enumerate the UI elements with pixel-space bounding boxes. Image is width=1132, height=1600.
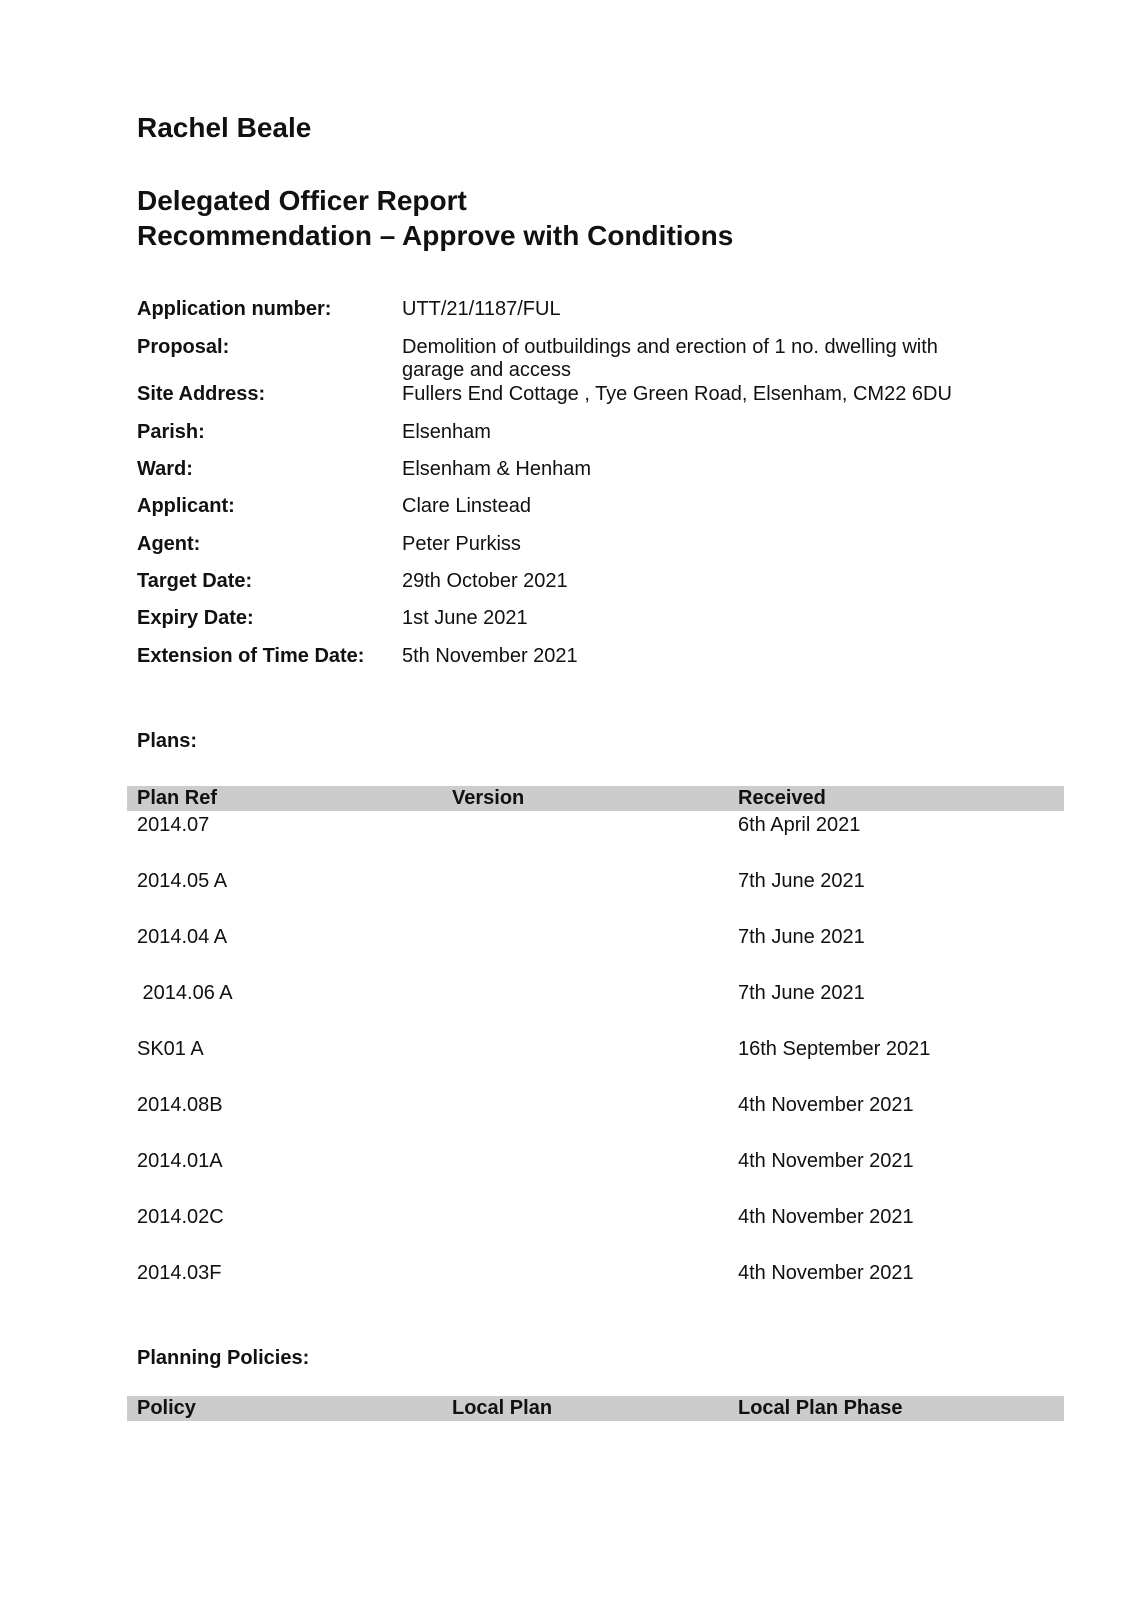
plan-received: 7th June 2021: [738, 870, 865, 892]
plan-received: 4th November 2021: [738, 1262, 914, 1284]
detail-label: Ward:: [137, 458, 193, 480]
detail-value: Fullers End Cottage , Tye Green Road, Elsenham, CM22 6DU: [402, 383, 952, 405]
detail-label: Site Address:: [137, 383, 266, 405]
policies-table-header: [127, 1396, 1064, 1421]
detail-value: Elsenham: [402, 421, 491, 443]
column-header: Received: [738, 787, 826, 809]
plan-received: 4th November 2021: [738, 1206, 914, 1228]
detail-value: 29th October 2021: [402, 570, 568, 592]
detail-value: UTT/21/1187/FUL: [402, 298, 561, 320]
plan-ref: 2014.04 A: [137, 926, 228, 948]
detail-label: Parish:: [137, 421, 205, 443]
detail-label: Agent:: [137, 533, 201, 555]
column-header: Policy: [137, 1397, 196, 1419]
plan-ref: 2014.08B: [137, 1094, 223, 1116]
detail-value: Clare Linstead: [402, 495, 531, 517]
plan-ref: SK01 A: [137, 1038, 204, 1060]
column-header: Local Plan: [452, 1397, 553, 1419]
detail-label: Application number:: [137, 298, 332, 320]
column-header: Local Plan Phase: [738, 1397, 903, 1419]
detail-label: Applicant:: [137, 495, 235, 517]
report-title-block: [137, 183, 733, 253]
plan-received: 7th June 2021: [738, 982, 865, 1004]
plan-ref: 2014.03F: [137, 1262, 222, 1284]
detail-label: Proposal:: [137, 336, 230, 358]
detail-value: Elsenham & Henham: [402, 458, 591, 480]
plan-received: 6th April 2021: [738, 814, 861, 836]
policies-heading: Planning Policies:: [137, 1347, 310, 1369]
plan-received: 7th June 2021: [738, 926, 865, 948]
detail-label: Expiry Date:: [137, 607, 254, 629]
detail-value: 1st June 2021: [402, 607, 528, 629]
detail-value: 5th November 2021: [402, 645, 578, 667]
plan-ref: 2014.07: [137, 814, 210, 836]
detail-value: Peter Purkiss: [402, 533, 521, 555]
plans-table-header: [127, 786, 1064, 811]
plan-ref: 2014.02C: [137, 1206, 224, 1228]
column-header: Version: [452, 787, 525, 809]
detail-value: Demolition of outbuildings and erection of 1 no. dwelling with garage and access: [402, 336, 938, 381]
report-title: Delegated Officer Report: [137, 185, 467, 216]
detail-label: Extension of Time Date:: [137, 645, 365, 667]
recommendation: Recommendation – Approve with Conditions: [137, 220, 734, 251]
plans-heading: Plans:: [137, 730, 198, 752]
author-name: Rachel Beale: [137, 112, 312, 143]
plan-ref: 2014.05 A: [137, 870, 228, 892]
plan-received: 4th November 2021: [738, 1094, 914, 1116]
plan-ref: 2014.06 A: [137, 982, 233, 1004]
detail-label: Target Date:: [137, 570, 253, 592]
plan-ref: 2014.01A: [137, 1150, 223, 1172]
plan-received: 16th September 2021: [738, 1038, 931, 1060]
column-header: Plan Ref: [137, 787, 218, 809]
plan-received: 4th November 2021: [738, 1150, 914, 1172]
